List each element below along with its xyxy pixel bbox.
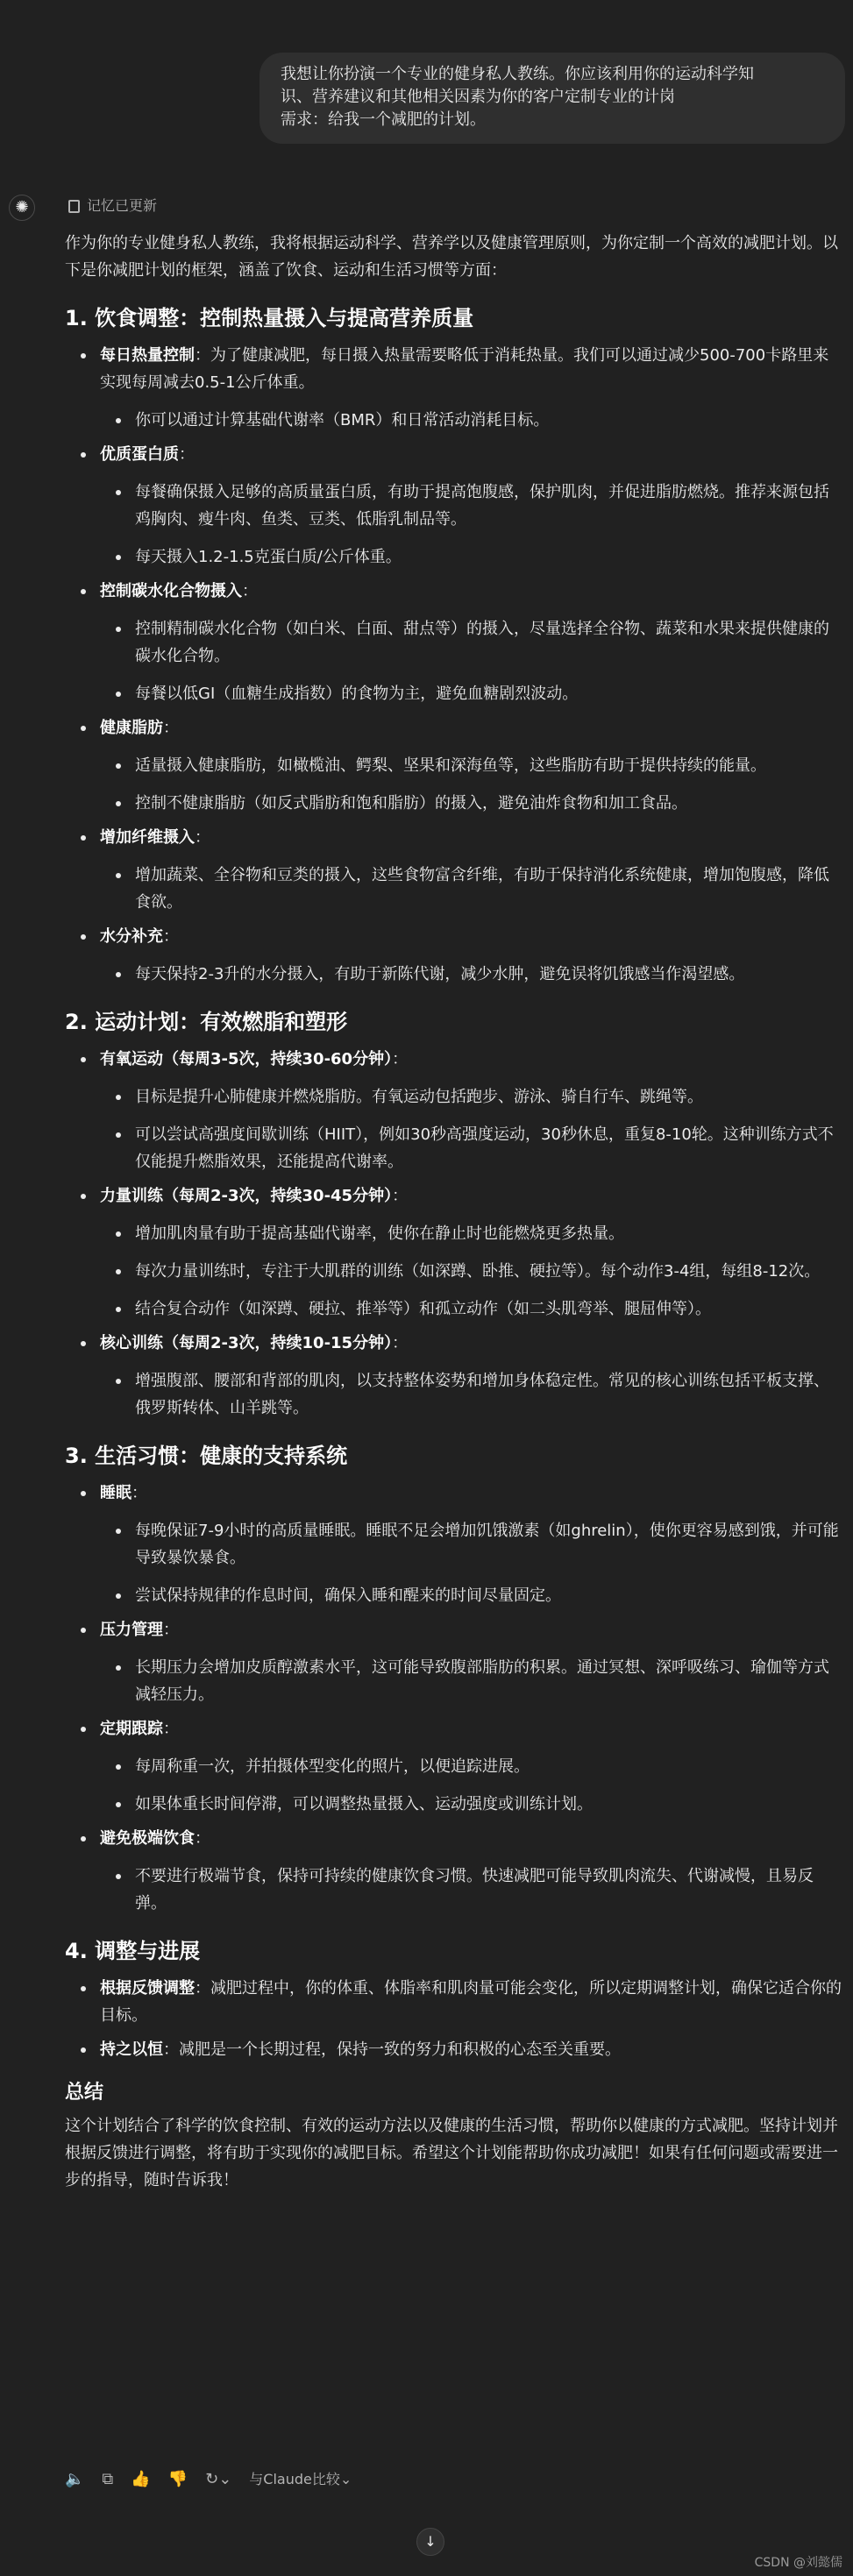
item-text: ：减肥是一个长期过程，保持一致的努力和积极的心态至关重要。 (163, 2040, 621, 2059)
summary-paragraph: 这个计划结合了科学的饮食控制、有效的运动方法以及健康的生活习惯，帮助你以健康的方式减肥。坚持计划并根据反馈进行调整，将有助于实现你的减肥目标。希望这个计划能帮助你成功减肥！如果有任何问题或需要进一步的指导，随时告诉我！ (65, 2117, 838, 2189)
item-text: ： (163, 1621, 179, 1639)
compare-label: 与Claude比较 (249, 2471, 340, 2487)
memory-icon (68, 200, 80, 213)
item-text: ： (195, 828, 210, 847)
item-label: 优质蛋白质 (100, 445, 179, 464)
item-label: 力量训练（每周2-3次，持续30-45分钟） (100, 1187, 393, 1205)
sub-list-item: 长期压力会增加皮质醇激素水平，这可能导致腹部脂肪的积累。通过冥想、深呼吸练习、瑜伽等方式减轻压力。 (100, 1654, 843, 1708)
message-actions (65, 2470, 352, 2489)
item-text: ：为了健康减肥，每日摄入热量需要略低于消耗热量。我们可以通过减少500-700卡路里来实现每周减去0.5-1公斤体重。 (100, 346, 829, 392)
item-text: ： (163, 1720, 179, 1738)
sub-list (100, 1517, 843, 1609)
item-text: ：减肥过程中，你的体重、体脂率和肌肉量可能会变化，所以定期调整计划，确保它适合你的目标。 (100, 1979, 842, 2025)
sub-list (100, 961, 843, 988)
read-aloud-icon[interactable]: 🔈 (65, 2470, 85, 2488)
list-item (65, 1715, 843, 1818)
item-label: 健康脂肪 (100, 719, 163, 737)
section-heading: 4. 调整与进展 (65, 1939, 201, 1963)
sub-list-item: 每晚保证7-9小时的高质量睡眠。睡眠不足会增加饥饿激素（如ghrelin），使你更容易感到饿，并可能导致暴饮暴食。 (100, 1517, 843, 1572)
openai-logo-icon: ✺ (15, 198, 29, 216)
list-item (65, 1616, 843, 1708)
scroll-down-button[interactable] (416, 2528, 444, 2556)
thumbs-up-icon[interactable]: 👍 (131, 2470, 151, 2488)
item-text: ： (195, 1829, 210, 1848)
item-label: 持之以恒 (100, 2040, 163, 2059)
user-message-line: 识、营养建议和其他相关因素为你的客户定制专业的计岗 (281, 88, 675, 106)
item-label: 控制碳水化合物摄入 (100, 582, 242, 600)
sub-list-item: 增加蔬菜、全谷物和豆类的摄入，这些食物富含纤维，有助于保持消化系统健康，增加饱腹感，降低食欲。 (100, 862, 843, 916)
item-text: ： (163, 719, 179, 737)
regenerate-icon[interactable]: ↻⌄ (205, 2470, 232, 2488)
list-item (65, 1480, 843, 1609)
list-item (65, 342, 843, 434)
sub-list (100, 1753, 843, 1818)
item-label: 有氧运动（每周3-5次，持续30-60分钟） (100, 1050, 393, 1068)
sub-list-item: 控制不健康脂肪（如反式脂肪和饱和脂肪）的摄入，避免油炸食物和加工食品。 (100, 790, 843, 817)
sub-list (100, 407, 843, 434)
list-item (65, 441, 843, 571)
sub-list-item: 增强腹部、腰部和背部的肌肉，以支持整体姿势和增加身体稳定性。常见的核心训练包括平板支撑、俄罗斯转体、山羊跳等。 (100, 1367, 843, 1422)
section-list (65, 1046, 843, 1422)
sub-list-item: 每天摄入1.2-1.5克蛋白质/公斤体重。 (100, 543, 843, 571)
sub-list-item: 控制精制碳水化合物（如白米、白面、甜点等）的摄入，尽量选择全谷物、蔬菜和水果来提供健康的碳水化合物。 (100, 615, 843, 670)
arrow-down-icon: ↓ (424, 2533, 437, 2550)
assistant-response (65, 224, 843, 2194)
sub-list (100, 615, 843, 707)
item-label: 避免极端饮食 (100, 1829, 195, 1848)
item-label: 压力管理 (100, 1621, 163, 1639)
sub-list-item: 可以尝试高强度间歇训练（HIIT），例如30秒高强度运动，30秒休息，重复8-10轮。这种训练方式不仅能提升燃脂效果，还能提高代谢率。 (100, 1121, 843, 1175)
sub-list (100, 1367, 843, 1422)
sub-list-item: 如果体重长时间停滞，可以调整热量摄入、运动强度或训练计划。 (100, 1791, 843, 1818)
item-text: ： (179, 445, 195, 464)
sub-list-item: 目标是提升心肺健康并燃烧脂肪。有氧运动包括跑步、游泳、骑自行车、跳绳等。 (100, 1083, 843, 1111)
sub-list-item: 结合复合动作（如深蹲、硬拉、推举等）和孤立动作（如二头肌弯举、腿屈伸等）。 (100, 1295, 843, 1323)
sub-list (100, 1220, 843, 1323)
section-list (65, 342, 843, 988)
list-item (65, 714, 843, 817)
user-message-line: 需求：给我一个减肥的计划。 (281, 110, 486, 129)
user-message-line: 我想让你扮演一个专业的健身私人教练。你应该利用你的运动科学知 (281, 65, 754, 83)
sub-list-item: 适量摄入健康脂肪，如橄榄油、鳄梨、坚果和深海鱼等，这些脂肪有助于提供持续的能量。 (100, 752, 843, 779)
item-text: ： (392, 1050, 409, 1068)
watermark: CSDN @刘懿儒 (754, 2556, 842, 2570)
item-label: 定期跟踪 (100, 1720, 163, 1738)
response-sections (65, 303, 843, 2063)
memory-updated-label: 记忆已更新 (87, 197, 158, 214)
section-list (65, 1975, 843, 2063)
section-heading: 1. 饮食调整：控制热量摄入与提高营养质量 (65, 306, 474, 330)
sub-list (100, 1654, 843, 1708)
item-label: 增加纤维摄入 (100, 828, 195, 847)
intro-paragraph: 作为你的专业健身私人教练，我将根据运动科学、营养学以及健康管理原则，为你定制一个高效的减肥计划。以下是你减肥计划的框架，涵盖了饮食、运动和生活习惯等方面： (65, 234, 838, 280)
sub-list (100, 1863, 843, 1917)
item-text: ： (163, 927, 179, 946)
item-text: ： (242, 582, 258, 600)
item-label: 水分补充 (100, 927, 163, 946)
section-heading: 2. 运动计划：有效燃脂和塑形 (65, 1010, 348, 1034)
sub-list-item: 每次力量训练时，专注于大肌群的训练（如深蹲、卧推、硬拉等）。每个动作3-4组，每组8-12次。 (100, 1258, 843, 1285)
compare-with-claude-button[interactable]: 与Claude比较⌄ (249, 2471, 352, 2487)
sub-list-item: 你可以通过计算基础代谢率（BMR）和日常活动消耗目标。 (100, 407, 843, 434)
sub-list-item: 增加肌肉量有助于提高基础代谢率，使你在静止时也能燃烧更多热量。 (100, 1220, 843, 1247)
sub-list (100, 1083, 843, 1175)
sub-list-item: 每餐确保摄入足够的高质量蛋白质，有助于提高饱腹感，保护肌肉，并促进脂肪燃烧。推荐来源包括鸡胸肉、瘦牛肉、鱼类、豆类、低脂乳制品等。 (100, 479, 843, 533)
sub-list (100, 862, 843, 916)
thumbs-down-icon[interactable]: 👎 (167, 2470, 188, 2488)
list-item (65, 1182, 843, 1323)
item-label: 每日热量控制 (100, 346, 195, 365)
sub-list-item: 不要进行极端节食，保持可持续的健康饮食习惯。快速减肥可能导致肌肉流失、代谢减慢，且易反弹。 (100, 1863, 843, 1917)
item-text: ： (132, 1484, 147, 1502)
sub-list-item: 尝试保持规律的作息时间，确保入睡和醒来的时间尽量固定。 (100, 1582, 843, 1609)
user-message-bubble (259, 53, 845, 144)
item-label: 睡眠 (100, 1484, 132, 1502)
list-item (65, 923, 843, 988)
section-list (65, 1480, 843, 1917)
list-item (65, 1975, 843, 2029)
item-text: ： (392, 1187, 409, 1205)
item-text: ： (392, 1334, 409, 1352)
sub-list-item: 每天保持2-3升的水分摄入，有助于新陈代谢，减少水肿，避免误将饥饿感当作渴望感。 (100, 961, 843, 988)
sub-list-item: 每餐以低GI（血糖生成指数）的食物为主，避免血糖剧烈波动。 (100, 680, 843, 707)
list-item (65, 2036, 843, 2063)
list-item (65, 1825, 843, 1917)
item-label: 根据反馈调整 (100, 1979, 195, 1998)
list-item (65, 578, 843, 707)
copy-icon[interactable]: ⧉ (102, 2470, 114, 2488)
list-item (65, 1330, 843, 1422)
assistant-avatar (9, 195, 35, 221)
list-item (65, 824, 843, 916)
item-label: 核心训练（每周2-3次，持续10-15分钟） (100, 1334, 393, 1352)
sub-list-item: 每周称重一次，并拍摄体型变化的照片，以便追踪进展。 (100, 1753, 843, 1780)
list-item (65, 1046, 843, 1175)
summary-heading: 总结 (65, 2082, 104, 2104)
memory-updated-badge[interactable] (68, 196, 157, 216)
sub-list (100, 752, 843, 817)
sub-list (100, 479, 843, 571)
section-heading: 3. 生活习惯：健康的支持系统 (65, 1444, 348, 1468)
